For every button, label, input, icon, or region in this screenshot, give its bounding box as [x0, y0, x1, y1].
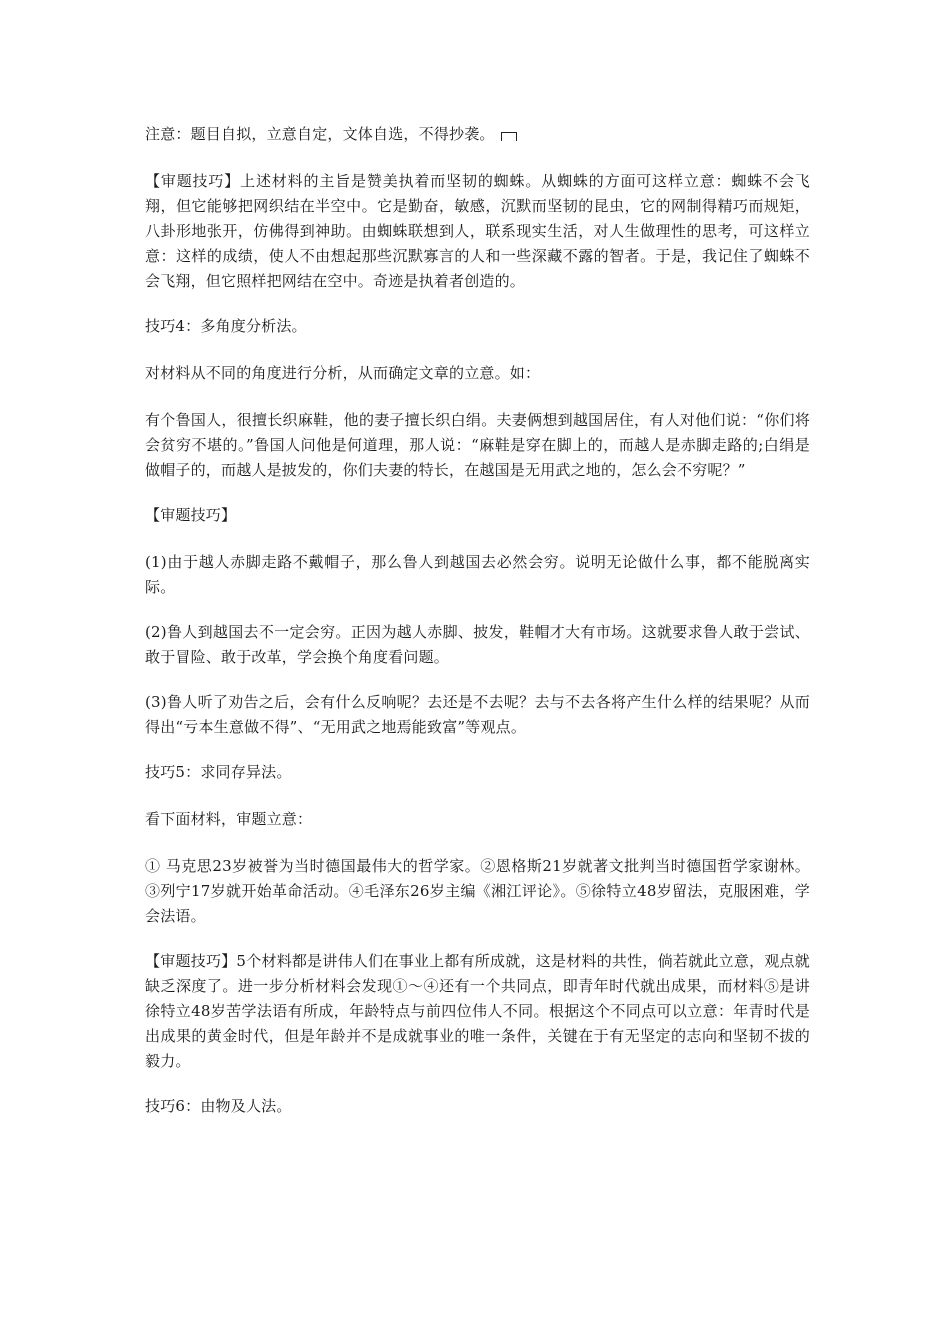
heading-technique-4: 技巧4：多角度分析法。 — [145, 317, 307, 335]
paragraph-technique-5-intro: 看下面材料，审题立意： — [145, 810, 313, 828]
paragraph-point-2: (2)鲁人到越国去不一定会穷。正因为越人赤脚、披发，鞋帽才大有市场。这就要求鲁人敢于尝试、敢于冒险、敢于改革，学会换个角度看问题。 — [145, 623, 810, 666]
heading-technique-5: 技巧5：求同存异法。 — [145, 763, 292, 781]
paragraph-lu-story: 有个鲁国人，很擅长织麻鞋，他的妻子擅长织白绢。夫妻俩想到越国居住，有人对他们说：“你们将会贫穷不堪的。”鲁国人问他是何道理，那人说：“麻鞋是穿在脚上的，而越人是赤脚走路的;白绢是做帽子的，而越人是披发的，你们夫妻的特长，在越国是无用武之地的，怎么会不穷呢？” — [145, 411, 810, 479]
paragraph-spider-analysis: 【审题技巧】上述材料的主旨是赞美执着而坚韧的蜘蛛。从蜘蛛的方面可这样立意：蜘蛛不会飞翔，但它能够把网织结在半空中。它是勤奋，敏感，沉默而坚韧的昆虫，它的网制得精巧而规矩，八卦形地张开，仿佛得到神助。由蜘蛛联想到人，联系现实生活，对人生做理性的思考，可这样立意：这样的成绩，使人不由想起那些沉默寡言的人和一些深藏不露的智者。于是，我记住了蜘蛛不会飞翔，但它照样把网结在空中。奇迹是执着者创造的。 — [145, 172, 810, 290]
note-paragraph: 注意：题目自拟，立意自定，文体自选，不得抄袭。 — [145, 122, 810, 147]
paragraph-great-people-analysis: 【审题技巧】5个材料都是讲伟人们在事业上都有所成就，这是材料的共性，倘若就此立意，观点就缺乏深度了。进一步分析材料会发现①～④还有一个共同点，即青年时代就出成果，而材料⑤是讲徐特立48岁苦学法语有所成，年龄特点与前四位伟人不同。根据这个不同点可以立意：年青时代是出成果的黄金时代，但是年龄并不是成就事业的唯一条件，关键在于有无坚定的志向和坚韧不拔的毅力。 — [145, 952, 810, 1070]
paragraph-point-3: (3)鲁人听了劝告之后，会有什么反响呢？去还是不去呢？去与不去各将产生什么样的结果呢？从而得出“亏本生意做不得”、“无用武之地焉能致富”等观点。 — [145, 693, 810, 736]
paragraph-point-1: (1)由于越人赤脚走路不戴帽子，那么鲁人到越国去必然会穷。说明无论做什么事，都不能脱离实际。 — [145, 553, 810, 596]
heading-technique-6: 技巧6：由物及人法。 — [145, 1097, 292, 1115]
heading-analysis-tip: 【审题技巧】 — [145, 506, 237, 524]
paragraph-great-people: ① 马克思23岁被誉为当时德国最伟大的哲学家。②恩格斯21岁就著文批判当时德国哲学家谢林。③列宁17岁就开始革命活动。④毛泽东26岁主编《湘江评论》。⑤徐特立48岁留法，克服困难，学会法语。 — [145, 857, 810, 925]
paragraph-mark-icon — [501, 132, 517, 141]
document-body — [145, 122, 810, 1141]
paragraph-technique-4-intro: 对材料从不同的角度进行分析，从而确定文章的立意。如： — [145, 364, 541, 382]
